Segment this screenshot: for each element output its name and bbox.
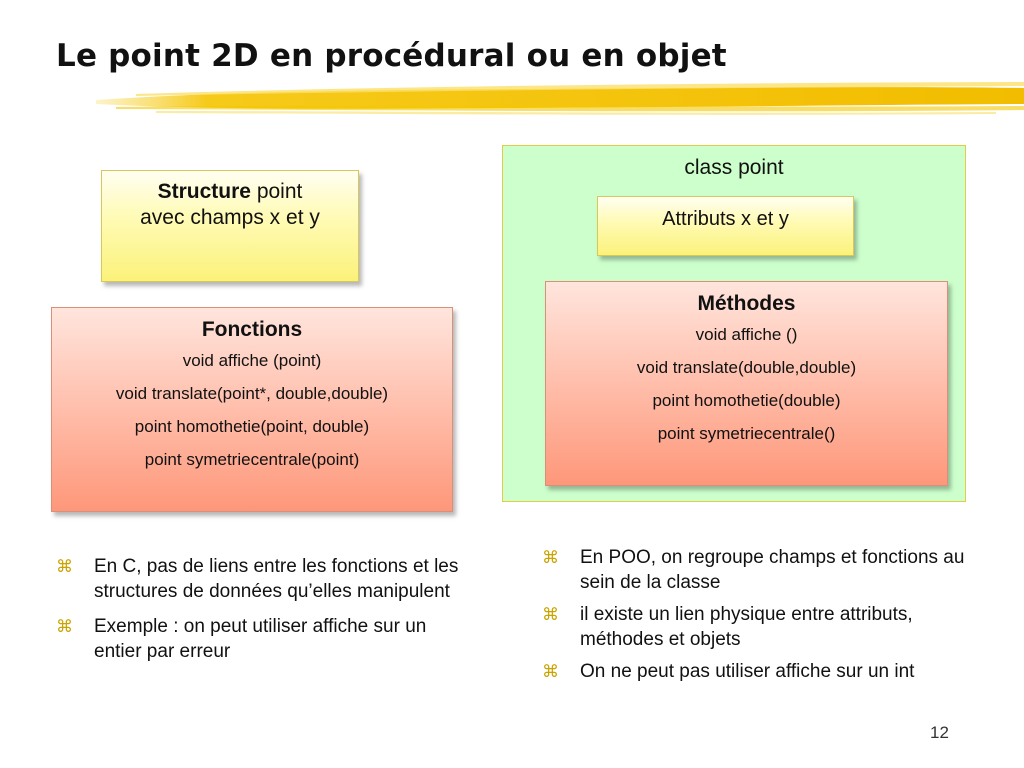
bullet-item <box>542 545 970 595</box>
methods-heading: Méthodes <box>697 292 796 315</box>
method-line: point homothetie(double) <box>652 391 841 410</box>
method-line: point symetriecentrale() <box>657 424 836 443</box>
slide-title: Le point 2D en procédural ou en objet <box>56 38 727 74</box>
structure-line-1 <box>102 179 358 205</box>
bullet-item <box>542 659 970 684</box>
structure-line-2: avec champs x et y <box>140 206 320 229</box>
bullet-text: il existe un lien physique entre attributs, méthodes et objets <box>580 604 913 650</box>
method-line: void translate(double,double) <box>636 358 857 377</box>
command-key-bullet-icon: ⌘ <box>542 662 559 681</box>
bullet-text: Exemple : on peut utiliser affiche sur un entier par erreur <box>94 616 427 662</box>
bullet-text: En C, pas de liens entre les fonctions et les structures de données qu’elles manipulent <box>94 556 459 602</box>
command-key-bullet-icon: ⌘ <box>542 548 559 567</box>
attributes-box <box>597 196 854 256</box>
page-number: 12 <box>930 723 949 742</box>
function-line: point symetriecentrale(point) <box>144 450 360 469</box>
function-line: void translate(point*, double,double) <box>115 384 389 403</box>
left-bullet-list <box>56 554 476 674</box>
function-line: point homothetie(point, double) <box>134 417 370 436</box>
methods-box <box>545 281 948 486</box>
bullet-text: En POO, on regroupe champs et fonctions au sein de la classe <box>580 547 965 593</box>
structure-rest: point <box>250 180 303 203</box>
structure-keyword: Structure <box>157 180 251 203</box>
structure-box <box>101 170 359 282</box>
class-title: class point <box>684 156 784 179</box>
title-underline-brush <box>96 80 1024 118</box>
functions-heading: Fonctions <box>201 318 303 341</box>
method-line: void affiche () <box>695 325 798 344</box>
bullet-item <box>56 554 476 604</box>
attributes-text: Attributs x et y <box>662 208 789 230</box>
command-key-bullet-icon: ⌘ <box>56 557 73 576</box>
bullet-text: On ne peut pas utiliser affiche sur un int <box>580 661 915 682</box>
bullet-item <box>56 614 476 664</box>
function-line: void affiche (point) <box>182 351 322 370</box>
command-key-bullet-icon: ⌘ <box>56 617 73 636</box>
functions-box <box>51 307 453 512</box>
command-key-bullet-icon: ⌘ <box>542 605 559 624</box>
bullet-item <box>542 602 970 652</box>
right-bullet-list <box>542 545 970 691</box>
